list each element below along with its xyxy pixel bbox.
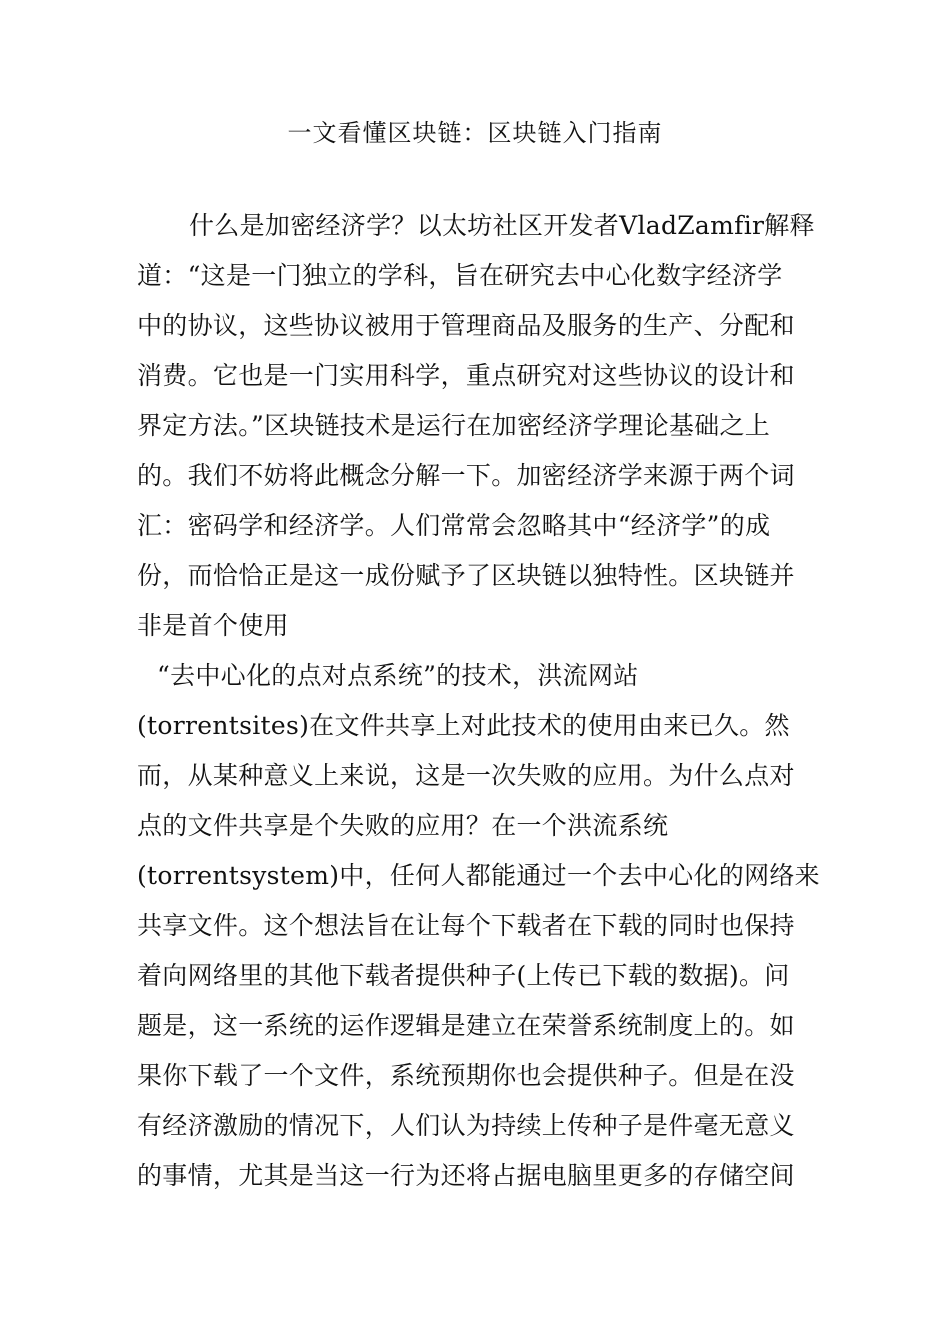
paragraph-line: “去中心化的点对点系统”的技术，洪流网站 xyxy=(157,661,639,690)
paragraph-line: 非是首个使用 xyxy=(137,611,289,640)
paragraph-line: 的事情，尤其是当这一行为还将占据电脑里更多的存储空间 xyxy=(137,1161,795,1190)
paragraph-line: 的。我们不妨将此概念分解一下。加密经济学来源于两个词 xyxy=(137,461,795,490)
paragraph-line: (torrentsystem)中，任何人都能通过一个去中心化的网络来 xyxy=(137,861,820,890)
paragraph-line: 共享文件。这个想法旨在让每个下载者在下载的同时也保持 xyxy=(137,911,795,940)
paragraph-line: 中的协议，这些协议被用于管理商品及服务的生产、分配和 xyxy=(137,311,795,340)
paragraph-line: (torrentsites)在文件共享上对此技术的使用由来已久。然 xyxy=(137,711,790,740)
body-paragraph xyxy=(137,208,820,1208)
paragraph-line: 着向网络里的其他下载者提供种子(上传已下载的数据)。问 xyxy=(137,961,790,990)
paragraph-line: 果你下载了一个文件，系统预期你也会提供种子。但是在没 xyxy=(137,1061,795,1090)
paragraph-line: 汇：密码学和经济学。人们常常会忽略其中“经济学”的成 xyxy=(137,511,771,540)
paragraph-line: 什么是加密经济学？以太坊社区开发者VladZamfir解释 xyxy=(189,211,815,240)
paragraph-line: 份，而恰恰正是这一成份赋予了区块链以独特性。区块链并 xyxy=(137,561,795,590)
paragraph-line: 题是，这一系统的运作逻辑是建立在荣誉系统制度上的。如 xyxy=(137,1011,795,1040)
paragraph-line: 而，从某种意义上来说，这是一次失败的应用。为什么点对 xyxy=(137,761,795,790)
paragraph-line: 点的文件共享是个失败的应用？在一个洪流系统 xyxy=(137,811,669,840)
document-title: 一文看懂区块链：区块链入门指南 xyxy=(287,119,663,147)
paragraph-line: 消费。它也是一门实用科学，重点研究对这些协议的设计和 xyxy=(137,361,795,390)
paragraph-line: 有经济激励的情况下，人们认为持续上传种子是件毫无意义 xyxy=(137,1111,795,1140)
paragraph-line: 界定方法。”区块链技术是运行在加密经济学理论基础之上 xyxy=(137,411,771,440)
paragraph-line: 道：“这是一门独立的学科，旨在研究去中心化数字经济学 xyxy=(137,261,783,290)
